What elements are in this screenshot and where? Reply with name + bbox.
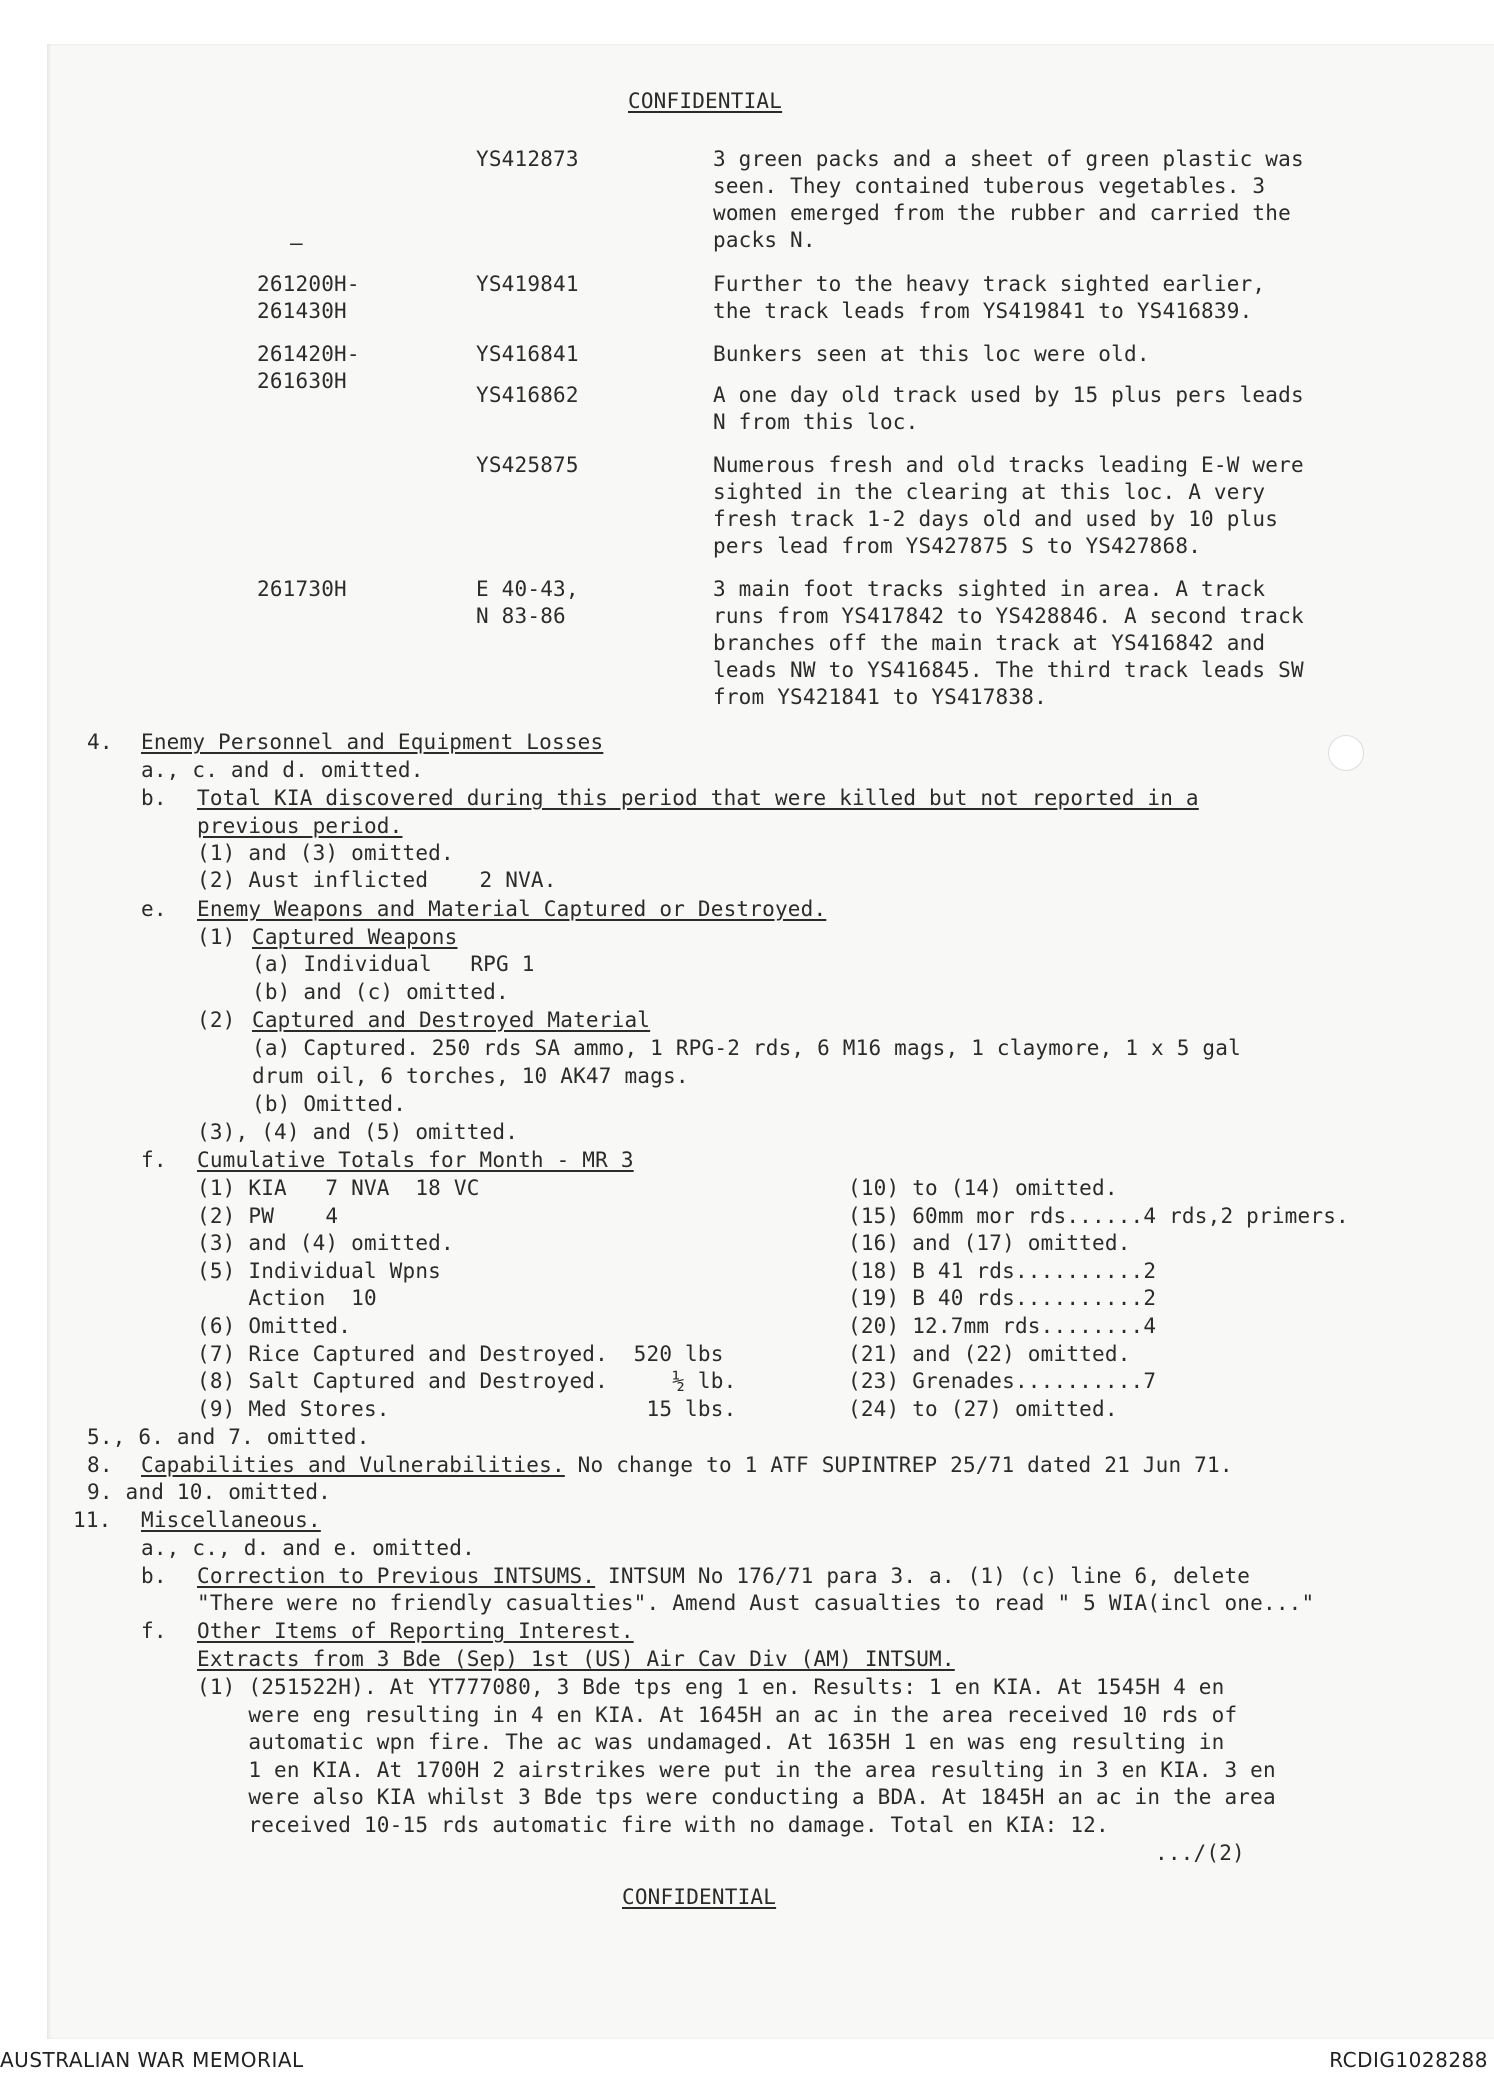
captured-line: (a) Captured. 250 rds SA ammo, 1 RPG-2 rds, 6 M16 mags, 1 claymore, 1 x 5 gal xyxy=(252,1036,1241,1060)
totals-line: (24) to (27) omitted. xyxy=(848,1396,1118,1421)
date-time-group: 261200H- 261430H xyxy=(257,272,360,323)
correction-text: "There were no friendly casualties". Amend Aust casualties to read " 5 WIA(incl one..." xyxy=(197,1591,1315,1615)
observation-text: Bunkers seen at this loc were old. xyxy=(713,342,1150,366)
omitted-note: (b) Omitted. xyxy=(252,1092,407,1116)
correction-line xyxy=(197,1563,1250,1590)
omitted-note: (3), (4) and (5) omitted. xyxy=(197,1120,519,1144)
archive-source: AUSTRALIAN WAR MEMORIAL xyxy=(0,2048,304,2072)
sub-label: b. xyxy=(141,1564,167,1588)
totals-line: (3) and (4) omitted. xyxy=(197,1231,454,1256)
item-title: Captured and Destroyed Material xyxy=(252,1008,651,1032)
totals-line: (21) and (22) omitted. xyxy=(848,1341,1131,1366)
sub-label: f. xyxy=(141,1148,167,1172)
sub-label: b. xyxy=(141,786,167,810)
sub-title: Enemy Weapons and Material Captured or Destroyed. xyxy=(197,897,827,921)
sub-title: Total KIA discovered during this period that were killed but not reported in a xyxy=(197,786,1199,810)
punch-hole xyxy=(1328,735,1364,771)
item-title: Captured Weapons xyxy=(252,925,458,949)
sub-title: Other Items of Reporting Interest. xyxy=(197,1619,634,1643)
date-time-group: 261420H- 261630H xyxy=(257,342,360,393)
grid-ref: YS419841 xyxy=(476,272,579,296)
dash-mark: — xyxy=(290,231,303,255)
continuation-mark: .../(2) xyxy=(1155,1841,1245,1865)
classification-header: CONFIDENTIAL xyxy=(628,89,783,113)
item-label: (1) xyxy=(197,925,236,949)
sub-title: Cumulative Totals for Month - MR 3 xyxy=(197,1148,634,1172)
grid-ref: E 40-43, N 83-86 xyxy=(476,577,579,628)
omitted-note: (1) and (3) omitted. xyxy=(197,841,454,865)
grid-ref: YS416862 xyxy=(476,383,579,407)
totals-line: (5) Individual Wpns xyxy=(197,1258,442,1283)
sub-label: e. xyxy=(141,897,167,921)
totals-line: (6) Omitted. xyxy=(197,1314,352,1338)
omitted-note: (b) and (c) omitted. xyxy=(252,980,509,1004)
extract-line: were eng resulting in 4 en KIA. At 1645H an ac in the area received 10 rds of xyxy=(197,1702,1238,1727)
extract-line: 1 en KIA. At 1700H 2 airstrikes were put in the area resulting in 3 en KIA. 3 en xyxy=(197,1757,1276,1782)
section-title: Miscellaneous. xyxy=(141,1508,321,1532)
sub-label: f. xyxy=(141,1619,167,1643)
omitted-note: 5., 6. and 7. omitted. xyxy=(87,1425,370,1449)
section-number: 8. xyxy=(87,1453,113,1477)
observation-text: 3 main foot tracks sighted in area. A track runs from YS417842 to YS428846. A second track branches off the main track at YS416842 and leads NW to YS416845. The third track leads SW from YS421841 to YS417838. xyxy=(713,577,1304,709)
section-number: 11. xyxy=(73,1508,112,1532)
extract-title: Extracts from 3 Bde (Sep) 1st (US) Air Cav Div (AM) INTSUM. xyxy=(197,1647,955,1671)
grid-ref: YS412873 xyxy=(476,147,579,171)
casualty-line: (2) Aust inflicted 2 NVA. xyxy=(197,868,557,892)
grid-ref: YS425875 xyxy=(476,453,579,477)
extract-line: received 10-15 rds automatic fire with no damage. Total en KIA: 12. xyxy=(197,1813,1109,1837)
date-time-group: 261730H xyxy=(257,577,347,601)
sub-title: previous period. xyxy=(197,814,403,838)
extract-line: automatic wpn fire. The ac was undamaged. At 1635H 1 en was eng resulting in xyxy=(197,1730,1225,1755)
totals-line: (15) 60mm mor rds......4 rds,2 primers. xyxy=(848,1203,1349,1228)
correction-text: INTSUM No 176/71 para 3. a. (1) (c) line 6, delete xyxy=(595,1564,1251,1588)
grid-ref: YS416841 xyxy=(476,342,579,366)
observation-text: A one day old track used by 15 plus pers leads N from this loc. xyxy=(713,383,1304,434)
weapon-line: (a) Individual RPG 1 xyxy=(252,952,535,976)
totals-line: (20) 12.7mm rds........4 xyxy=(848,1314,1157,1338)
totals-line: (16) and (17) omitted. xyxy=(848,1231,1131,1256)
totals-line: (1) KIA 7 NVA 18 VC xyxy=(197,1176,480,1200)
omitted-note: a., c. and d. omitted. xyxy=(141,758,424,782)
section-number: 4. xyxy=(87,730,113,754)
captured-line: drum oil, 6 torches, 10 AK47 mags. xyxy=(252,1064,689,1088)
observation-text: Further to the heavy track sighted earlier, the track leads from YS419841 to YS416839. xyxy=(713,272,1266,323)
totals-line: Action 10 xyxy=(197,1286,377,1311)
section-8-line xyxy=(141,1452,1233,1479)
omitted-note: 9. and 10. omitted. xyxy=(87,1480,332,1504)
totals-line: (23) Grenades..........7 xyxy=(848,1369,1157,1394)
totals-line: (9) Med Stores. 15 lbs. xyxy=(197,1396,737,1421)
totals-line: (18) B 41 rds..........2 xyxy=(848,1258,1157,1283)
section-title: Enemy Personnel and Equipment Losses xyxy=(141,730,604,754)
sub-title: Correction to Previous INTSUMS. xyxy=(197,1564,596,1588)
totals-line: (10) to (14) omitted. xyxy=(848,1176,1118,1200)
extract-line: were also KIA whilst 3 Bde tps were conducting a BDA. At 1845H an ac in the area xyxy=(197,1785,1276,1810)
totals-line: (2) PW 4 xyxy=(197,1203,339,1228)
item-label: (2) xyxy=(197,1008,236,1032)
observation-text: Numerous fresh and old tracks leading E-W were sighted in the clearing at this loc. A very fresh track 1-2 days old and used by 10 plus pers lead from YS427875 S to YS427868. xyxy=(713,453,1304,558)
totals-line: (7) Rice Captured and Destroyed. 520 lbs xyxy=(197,1341,724,1366)
observation-text: 3 green packs and a sheet of green plastic was seen. They contained tuberous vegetables. 3 women emerged from the rubber and carried the packs N. xyxy=(713,147,1304,252)
section-title: Capabilities and Vulnerabilities. xyxy=(141,1453,565,1477)
extract-line: (1) (251522H). At YT777080, 3 Bde tps eng 1 en. Results: 1 en KIA. At 1545H 4 en xyxy=(197,1675,1225,1699)
classification-footer: CONFIDENTIAL xyxy=(622,1885,777,1909)
omitted-note: a., c., d. and e. omitted. xyxy=(141,1536,475,1560)
archive-id: RCDIG1028288 xyxy=(1329,2048,1488,2072)
totals-line: (19) B 40 rds..........2 xyxy=(848,1286,1157,1311)
section-text: No change to 1 ATF SUPINTREP 25/71 dated 21 Jun 71. xyxy=(564,1453,1233,1477)
totals-line: (8) Salt Captured and Destroyed. ½ lb. xyxy=(197,1369,737,1394)
